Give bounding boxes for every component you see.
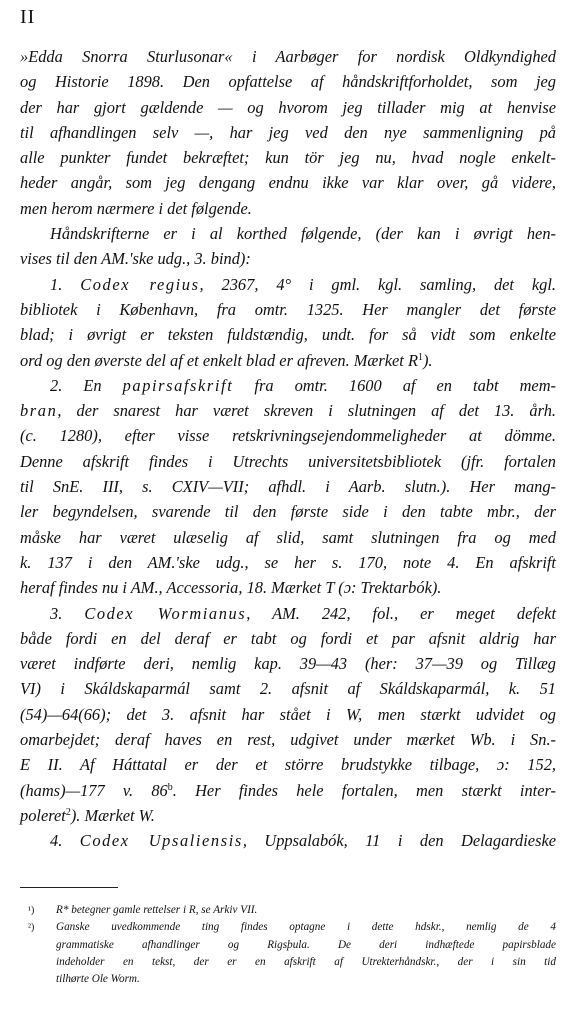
footnote-line: grammatiske afhandlinger og Rigsþula. De deri indhæftede papirsblade [56,938,556,951]
footnotes [20,902,556,988]
text-line: heraf findes nu i AM., Accessoria, 18. Mærket T (ɔ: Trektarbók). [20,578,442,598]
text-line-with-note: poleret$^2$). Mærket W. [20,805,155,825]
spaced-term: bran [20,401,58,421]
item-4-heading-line: 4. Codex Upsaliensis, Uppsalabók, 11 i den Delagardieske [50,831,556,851]
footnote-ref-2[interactable]: 2 [65,806,71,818]
body-text [20,44,556,854]
spaced-term: Codex Wormianus [84,603,247,623]
text-line: Håndskrifterne er i al korthed følgende, (der kan i øvrigt hen- [50,224,556,244]
footnote-divider [20,887,118,888]
text-line: (c. 1280), efter visse retskrivningsejendommeligheder at dömme. [20,426,556,446]
text-line: der har gjort gældende — og hvorom jeg tillader mig at henvise [20,97,556,117]
text-line: Denne afskrift findes i Utrechts universitetsbibliotek (jfr. fortalen [20,451,556,471]
item-2-heading-line: 2. En papirsafskrift fra omtr. 1600 af en tabt mem- [50,375,556,395]
text-line: »Edda Snorra Sturlusonar« i Aarbøger for nordisk Oldkyndighed [20,47,556,66]
superscript-b: b [167,781,173,793]
text-line: omarbejdet; deraf haves en rest, udgivet under mærket Wb. i Sn.- [20,730,556,750]
item-1-heading-line [20,272,556,297]
spaced-term: Codex regius [80,274,200,294]
footnote-1 [20,902,556,919]
text-line: både fordi en del deraf er tabt og fordi et par afsnit aldrig har [20,628,556,648]
text-line: vises til den AM.'ske udg., 3. bind): [20,249,251,269]
footnote-line: R* betegner gamle rettelser i R, se Arkiv VII. [56,904,258,916]
spaced-term: Codex Upsaliensis [79,831,243,851]
text-line: været indførte deri, nemlig kap. 39—43 (her: 37—39 og Tillæg [20,654,556,674]
text-line-with-note: ord og den øverste del af et enkelt blad er afreven. Mærket $R^1$). [20,350,433,370]
text-line: bran, der snarest har været skreven i slutningen af det 13. årh. [20,401,556,421]
item-3-heading-line: 3. Codex Wormianus, AM. 242, fol., er meget defekt [50,603,557,623]
text-line: heder angår, som jeg dengang endnu ikke var klar over, gå videre, [20,173,556,193]
text-line: bibliotek i København, fra omtr. 1325. Her mangler det første [20,299,556,319]
text-line-with-sup: (hams)—177 v. 86$^b$. Her findes hele fortalen, men stærkt inter- [20,780,556,800]
text-line: alle punkter fundet bekræftet; kun tör jeg nu, hvad nogle enkelt- [20,148,556,168]
page-number: II [20,6,36,28]
footnote-mark: ²) [28,922,35,934]
text-line: til SnE. III, s. CXIV—VII; afhdl. i Aarb. slutn.). Her mang- [20,477,556,497]
footnote-line: Ganske uvedkommende ting findes optagne i dette hdskr., nemlig de 4 [56,921,556,934]
text-line: ler begyndelsen, svarende til den første side i den tabte mbr., der [20,502,556,522]
item-1-heading: 1. Codex regius, 2367, 4° i gml. kgl. samling, det kgl. [50,274,556,294]
text-line: E II. Af Háttatal er der et större brudstykke tilbage, ɔ: 152, [20,755,556,775]
text-line: k. 137 i den AM.'ske udg., se her s. 170, note 4. En afskrift [20,552,556,572]
text-line: VI) i Skáldskaparmál samt 2. afsnit af Skáldskaparmál, k. 51 [20,679,556,699]
footnote-line: indeholder en tekst, der er en afskrift af Utrekterhåndskr., der i sin tid [56,955,556,968]
text-line: og Historie 1898. Den opfattelse af håndskriftforholdet, som jeg [20,72,556,92]
footnote-2 [20,919,556,988]
text-line: blad; i øvrigt er teksten fuldstændig, undt. for så vidt som enkelte [20,325,556,345]
text-line: men herom nærmere i det følgende. [20,198,252,218]
text-line: (54)—64(66); det 3. afsnit har stået i W, men stærkt udvidet og [20,704,556,724]
footnote-ref-1[interactable]: 1 [417,351,423,363]
footnote-mark: ¹) [28,905,35,916]
spaced-term: papirsafskrift [122,375,234,395]
footnote-line: tilhørte Ole Worm. [56,973,140,986]
text-line: måske har været ulæselig af slid, samt slutningen fra og med [20,527,556,547]
text-line: til afhandlingen selv —, har jeg ved den nye sammenligning på [20,122,556,142]
